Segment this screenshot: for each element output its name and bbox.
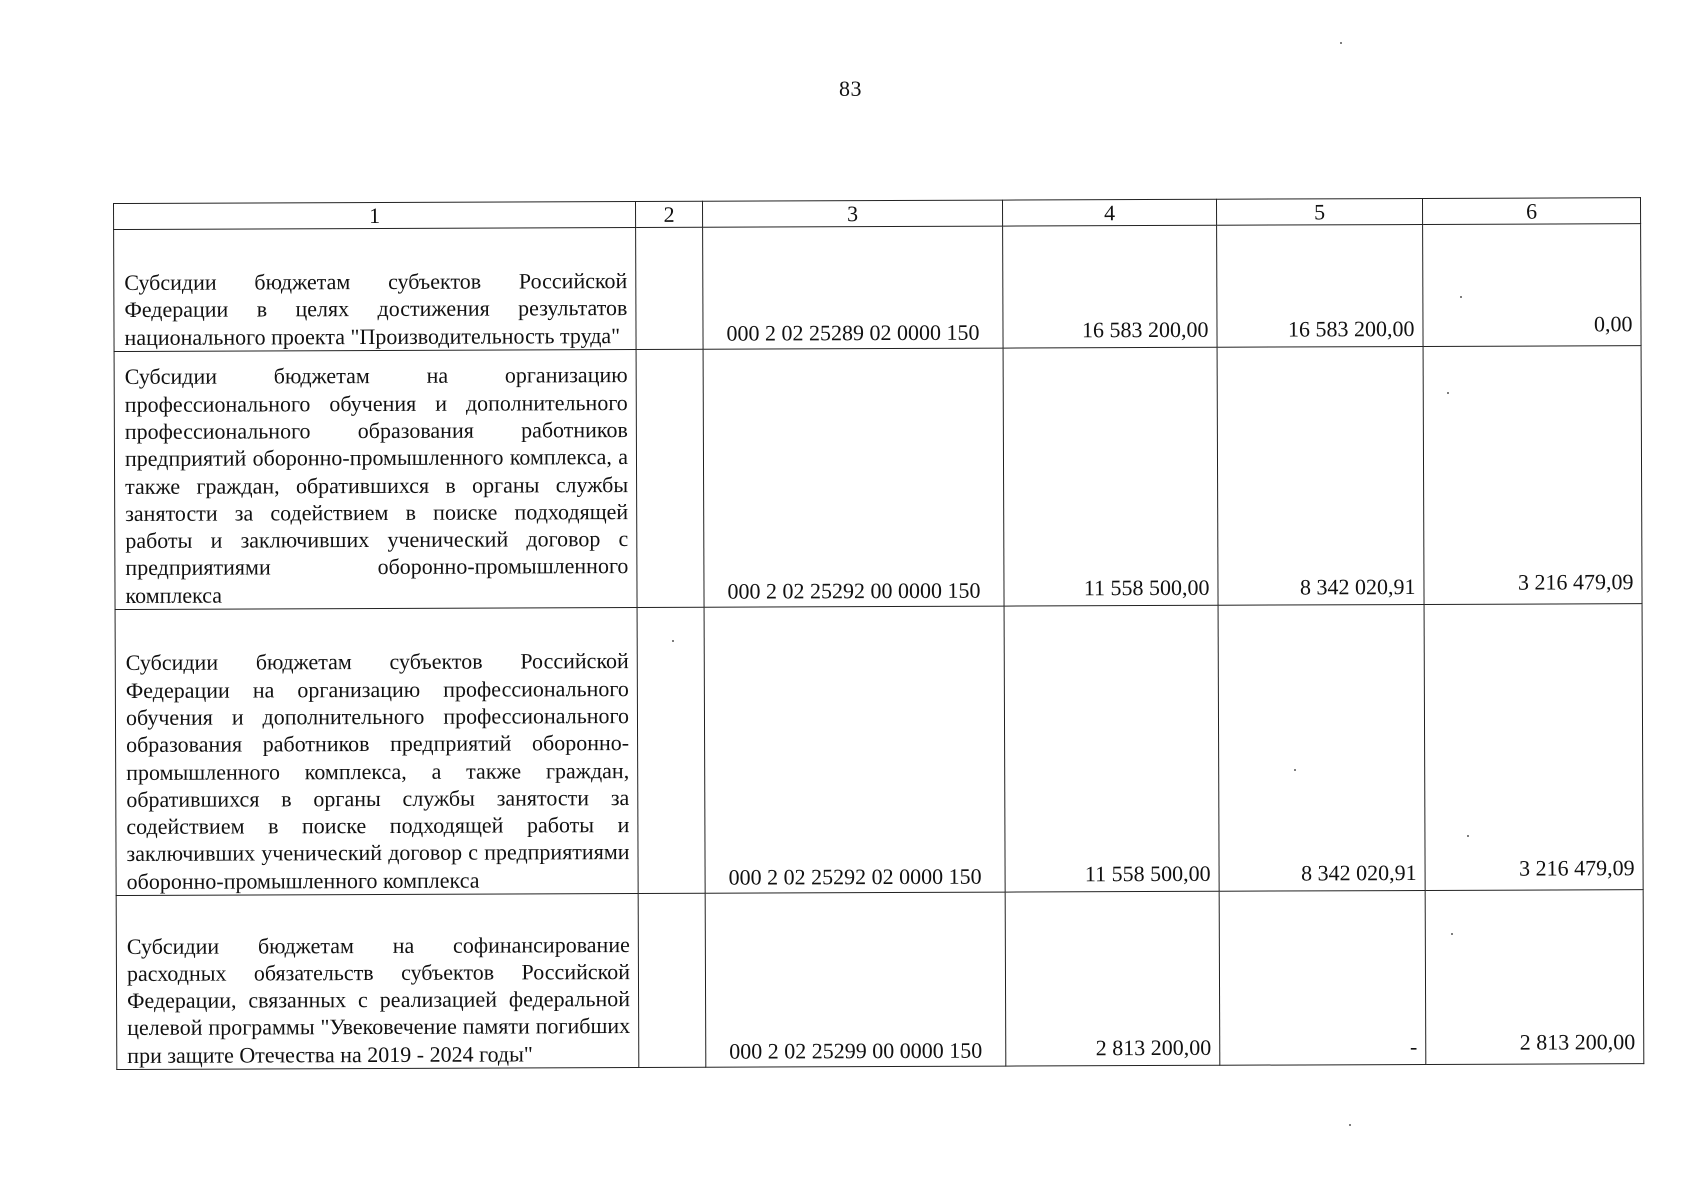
row-col4: 11 558 500,00: [1004, 605, 1219, 892]
row-col5: 8 342 020,91: [1218, 604, 1425, 891]
row-description: Субсидии бюджетам субъектов Российской Федерации в целях достижения результатов национального проекта "Производительность труда": [114, 227, 636, 351]
row-code: 000 2 02 25299 00 0000 150: [705, 892, 1006, 1067]
row-description: Субсидии бюджетам на софинансирование расходных обязательств субъектов Российской Федерации, связанных с реализацией федеральной целевой программы "Увековечение памяти погибших при защите Отечества на 2019 - 2024 годы": [116, 893, 639, 1069]
table-row: [116, 890, 1644, 1070]
row-code: 000 2 02 25292 02 0000 150: [704, 606, 1005, 893]
table-row: [114, 224, 1641, 352]
row-col6: 3 216 479,09: [1424, 604, 1643, 891]
scan-speck: [1349, 1124, 1351, 1126]
table-row: [115, 604, 1643, 896]
scan-speck: [1294, 769, 1296, 771]
row-col6: 3 216 479,09: [1423, 346, 1642, 605]
row-col4: 11 558 500,00: [1003, 347, 1218, 606]
budget-table: [113, 197, 1644, 1070]
row-col6: 2 813 200,00: [1425, 890, 1644, 1065]
page-number: 83: [839, 76, 862, 101]
row-col6: 0,00: [1423, 224, 1641, 347]
row-col2: [637, 607, 705, 893]
column-header-4: 4: [1002, 199, 1216, 226]
column-header-3: 3: [702, 200, 1002, 227]
row-col4: 2 813 200,00: [1005, 891, 1220, 1066]
row-description: Субсидии бюджетам субъектов Российской Федерации на организацию профессионального обучения и дополнительного профессионального образования работников предприятий оборонно-промышленного комплекса, а также граждан, обратившихся в органы службы занятости за содействием в поиске подходящей работы и заключивших ученический договор с предприятиями оборонно-промышленного комплекса: [115, 607, 638, 895]
row-code: 000 2 02 25292 00 0000 150: [703, 348, 1004, 607]
table-row: [114, 346, 1642, 610]
scan-speck: [672, 640, 674, 642]
row-col2: [638, 893, 706, 1067]
column-header-2: 2: [635, 201, 702, 227]
row-col5: 16 583 200,00: [1217, 224, 1423, 347]
row-col5: -: [1219, 890, 1426, 1065]
column-header-6: 6: [1422, 198, 1640, 225]
row-col2: [636, 349, 704, 607]
scan-speck: [1451, 933, 1453, 935]
row-col5: 8 342 020,91: [1217, 346, 1424, 605]
row-col2: [636, 227, 703, 349]
scan-speck: [1340, 42, 1342, 44]
row-code: 000 2 02 25289 02 0000 150: [703, 226, 1003, 349]
column-header-5: 5: [1216, 198, 1422, 225]
scan-speck: [1447, 392, 1449, 394]
scan-speck: [1460, 296, 1462, 298]
row-description: Субсидии бюджетам на организацию профессионального обучения и дополнительного профессионального образования работников предприятий оборонно-промышленного комплекса, а также граждан, обратившихся в органы службы занятости за содействием в поиске подходящей работы и заключивших ученический договор с предприятиями оборонно-промышленного комплекса: [114, 349, 637, 609]
scan-speck: [1467, 835, 1469, 837]
column-header-1: 1: [114, 201, 636, 229]
row-col4: 16 583 200,00: [1003, 225, 1217, 348]
